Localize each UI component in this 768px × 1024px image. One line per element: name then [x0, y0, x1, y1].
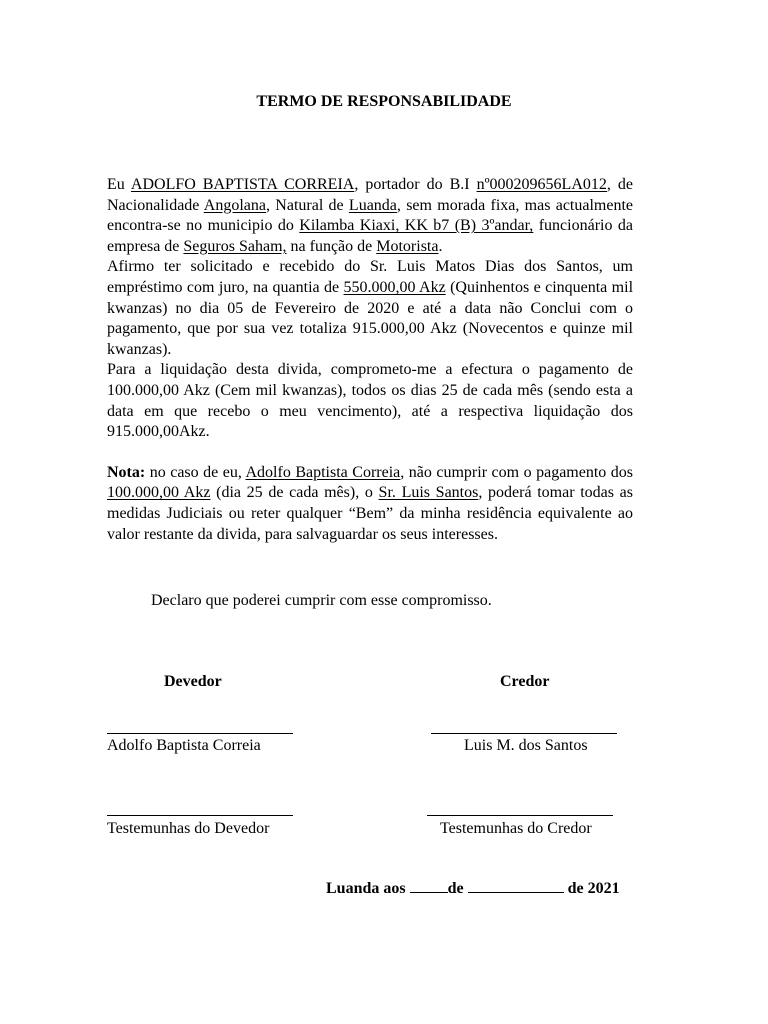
paragraph-payment-plan: Para a liquidação desta divida, comprometo-me a efectura o pagamento de 100.000,00 Akz (Cem mil kwanzas), todos os dias 25 de cada mês (sendo esta a data em que recebo o meu vencimento), até a respectiva liquidação dos 915.000,00Akz. [107, 361, 633, 441]
spacer [107, 443, 633, 463]
loan-amount: 550.000,00 Akz [343, 278, 446, 296]
debtor-heading: Devedor [164, 673, 222, 690]
debtor-full-name: ADOLFO BAPTISTA CORREIA [130, 176, 355, 193]
text-fragment: , Natural de [266, 196, 349, 214]
text-fragment: Afirmo ter solicitado e recebido do Sr. Luis Matos Dias dos Santos, um empréstimo com juro, na quantia de [107, 258, 633, 296]
creditor-signature-name: Luis M. dos Santos [464, 737, 588, 754]
date-year: de 2021 [563, 880, 620, 897]
text-fragment: , não cumprir com o pagamento dos [400, 463, 634, 481]
text-fragment: , portador do B.I [354, 176, 477, 193]
creditor-witnesses-label: Testemunhas do Credor [440, 820, 592, 837]
birthplace: Luanda [348, 196, 397, 214]
text-fragment: no caso de eu, [145, 463, 246, 481]
job-role: Motorista [376, 237, 439, 255]
note-creditor-name: Sr. Luis Santos [378, 484, 479, 502]
creditor-signature-line [431, 733, 617, 734]
creditor-heading: Credor [500, 673, 550, 690]
company: Seguros Saham, [183, 237, 287, 255]
note-label: Nota: [107, 463, 146, 481]
note-debtor-name: Adolfo Baptista Correia [245, 463, 401, 481]
text-fragment: , sem morada fixa, mas actualmente encontra-se no municipio do [107, 196, 633, 235]
month-blank [468, 880, 564, 893]
date-prefix: Luanda aos [326, 880, 410, 897]
text-fragment: na função de [286, 237, 377, 255]
nationality: Angolana [203, 196, 266, 214]
debtor-witness-line [107, 815, 293, 816]
text-fragment: (dia 25 de cada mês), o [210, 484, 379, 502]
text-fragment: (Quinhentos e cinquenta mil kwanzas) no dia 05 de Fevereiro de 2020 e até a data não Conclui com o pagamento, que por sua vez totaliza 915.000,00 Akz (Novecentos e quinze mil kwanzas). [107, 278, 634, 358]
debtor-signature-line [107, 733, 293, 734]
day-blank [410, 880, 448, 893]
paragraph-identification [107, 175, 633, 257]
text-fragment: funcionário da empresa de [107, 217, 633, 255]
debtor-witnesses-label: Testemunhas do Devedor [107, 820, 270, 837]
date-line [326, 880, 620, 898]
text-fragment: , de Nacionalidade [107, 176, 634, 214]
declaration-text: Declaro que poderei cumprir com esse compromisso. [151, 592, 492, 609]
document-body [107, 175, 633, 545]
text-fragment: , poderá tomar todas as medidas Judiciais ou reter qualquer “Bem” da minha residência equivalente ao valor restante da divida, para salvaguardar os seus interesses. [107, 484, 633, 543]
text-fragment: . [438, 237, 443, 255]
debtor-signature-name: Adolfo Baptista Correia [107, 737, 261, 754]
address: Kilamba Kiaxi, KK b7 (B) 3ºandar, [299, 217, 534, 235]
document-title: TERMO DE RESPONSABILIDADE [256, 93, 512, 110]
text-fragment: Eu [107, 176, 131, 193]
paragraph-loan [107, 257, 633, 360]
note-amount: 100.000,00 Akz [107, 484, 211, 502]
bi-number: nº000209656LA012 [476, 176, 607, 193]
paragraph-note [107, 463, 633, 545]
date-connector: de [447, 880, 464, 897]
creditor-witness-line [427, 815, 613, 816]
